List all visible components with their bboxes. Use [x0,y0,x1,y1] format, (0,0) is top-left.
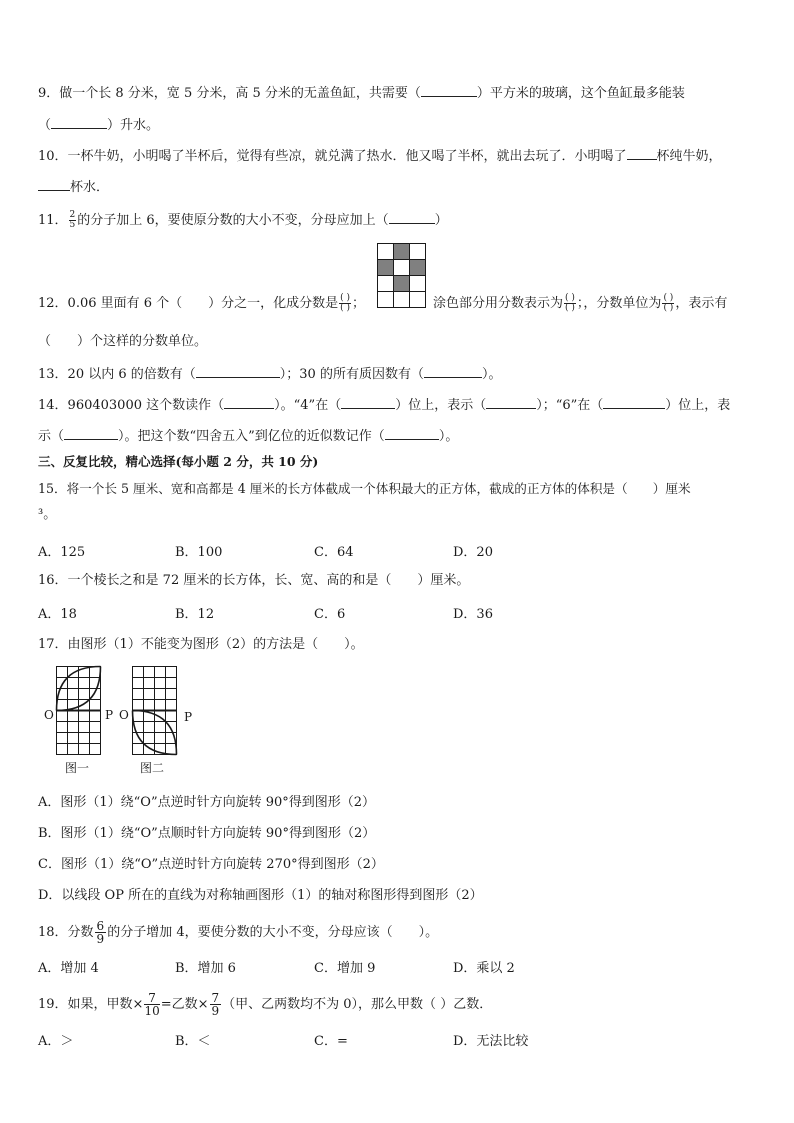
q15-option-a[interactable]: A．125 [38,545,86,560]
answer-blank[interactable] [341,395,395,409]
q18-option-c[interactable]: C．增加 9 [314,961,376,976]
question-17: 17．由图形（1）不能变为图形（2）的方法是（ ）。 [38,637,364,652]
fraction-7-9: $\frac{7}{9}$ [211,991,220,1018]
q19-option-d[interactable]: D．无法比较 [453,1034,529,1049]
q17-option-c[interactable]: C．图形（1）绕“O”点逆时针方向旋转 270°得到图形（2） [38,857,384,872]
fraction-7-10: $\frac{7}{10}$ [144,991,160,1018]
answer-blank[interactable] [627,146,657,160]
answer-blank[interactable] [389,210,435,224]
question-14-line-1: 14．960403000 这个数读作（ ）。“4”在（ ）位上，表示（ ）；“6”在（ ）位上，表 [38,395,730,415]
q15-option-b[interactable]: B．100 [175,545,223,560]
label-p-1: P [105,708,114,722]
question-13: 13．20 以内 6 的倍数有（ ）；30 的所有质因数有（ ）。 [38,364,501,384]
question-18: 18．分数 $\frac{6}{9}$ 的分子增加 4，要使分数的大小不变，分母应该（ ）。 [38,919,439,946]
question-10-line-1: 10．一杯牛奶，小明喝了半杯后，觉得有些凉，就兑满了热水．他又喝了半杯，就出去玩了．小明喝了 杯纯牛奶， [38,146,722,166]
answer-blank[interactable] [224,395,274,409]
label-p-2: P [184,710,193,724]
q19-option-a[interactable]: A．＞ [38,1034,74,1049]
fraction-2-5: $\frac{2}{5}$ [69,210,76,230]
answer-blank[interactable] [196,364,280,378]
label-o-2: O [119,708,129,722]
fraction-blank[interactable]: $\frac{( )}{( )}$ [663,293,674,313]
answer-blank[interactable] [603,395,665,409]
q15-option-d[interactable]: D．20 [453,545,493,560]
question-16: 16．一个棱长之和是 72 厘米的长方体，长、宽、高的和是（ ）厘米。 [38,573,470,588]
q18-option-d[interactable]: D．乘以 2 [453,961,515,976]
answer-blank[interactable] [64,426,118,440]
q15-option-c[interactable]: C．64 [314,545,354,560]
fraction-6-9: $\frac{6}{9}$ [96,919,105,946]
q16-option-a[interactable]: A．18 [38,607,77,622]
question-12-part-2: 涂色部分用分数表示为 $\frac{( )}{( )}$ ；，分数单位为 $\frac{( )}{( )}$ ，表示有 [433,293,728,313]
question-12-line-2: （ ）个这样的分数单位。 [38,334,208,349]
fraction-blank[interactable]: $\frac{( )}{( )}$ [565,293,575,313]
q18-option-b[interactable]: B．增加 6 [175,961,236,976]
question-11: 11． $\frac{2}{5}$ 的分子加上 6，要使原分数的大小不变，分母应加上（ ） [38,210,448,230]
answer-blank[interactable] [51,115,107,129]
question-12-part-1: 12．0.06 里面有 6 个（ ）分之一，化成分数是 $\frac{( )}{( )}$ ； [38,293,366,313]
q19-option-c[interactable]: C．= [314,1034,348,1049]
caption-figure-1: 图一 [65,761,90,775]
question-19: 19．如果，甲数× $\frac{7}{10}$ =乙数× $\frac{7}{9}$ （甲、乙两数均不为 0），那么甲数（ ）乙数． [38,991,493,1018]
q16-option-d[interactable]: D．36 [453,607,493,622]
q16-option-b[interactable]: B．12 [175,607,215,622]
shaded-grid-figure [377,243,427,309]
question-15-line-2: ³。 [38,507,57,522]
q16-option-c[interactable]: C．6 [314,607,346,622]
q19-option-b[interactable]: B．＜ [175,1034,211,1049]
q18-option-a[interactable]: A．增加 4 [38,961,99,976]
q17-option-a[interactable]: A．图形（1）绕“O”点逆时针方向旋转 90°得到图形（2） [38,795,376,810]
question-14-line-2: 示（ ）。把这个数“四舍五入”到亿位的近似数记作（ ）。 [38,426,458,446]
answer-blank[interactable] [424,364,482,378]
question-9-line-2: （ ）升水。 [38,115,159,135]
answer-blank[interactable] [38,177,70,191]
caption-figure-2: 图二 [140,761,165,775]
answer-blank[interactable] [421,83,477,97]
section-3-heading: 三、反复比较，精心选择(每小题 2 分，共 10 分) [38,454,319,469]
q17-option-b[interactable]: B．图形（1）绕“O”点顺时针方向旋转 90°得到图形（2） [38,826,376,841]
q17-option-d[interactable]: D．以线段 OP 所在的直线为对称轴画图形（1）的轴对称图形得到图形（2） [38,888,483,903]
fraction-blank[interactable]: $\frac{( )}{( )}$ [340,293,351,313]
rotation-figures [40,662,210,778]
question-15-line-1: 15．将一个长 5 厘米、宽和高都是 4 厘米的长方体截成一个体积最大的正方体，截成的正方体的体积是（ ）厘米 [38,481,691,496]
question-10-line-2: 杯水． [38,177,109,197]
question-9-line-1: 9．做一个长 8 分米，宽 5 分米，高 5 分米的无盖鱼缸，共需要（ ）平方米的玻璃，这个鱼缸最多能装 [38,83,685,103]
label-o-1: O [44,708,54,722]
answer-blank[interactable] [385,426,439,440]
answer-blank[interactable] [486,395,536,409]
